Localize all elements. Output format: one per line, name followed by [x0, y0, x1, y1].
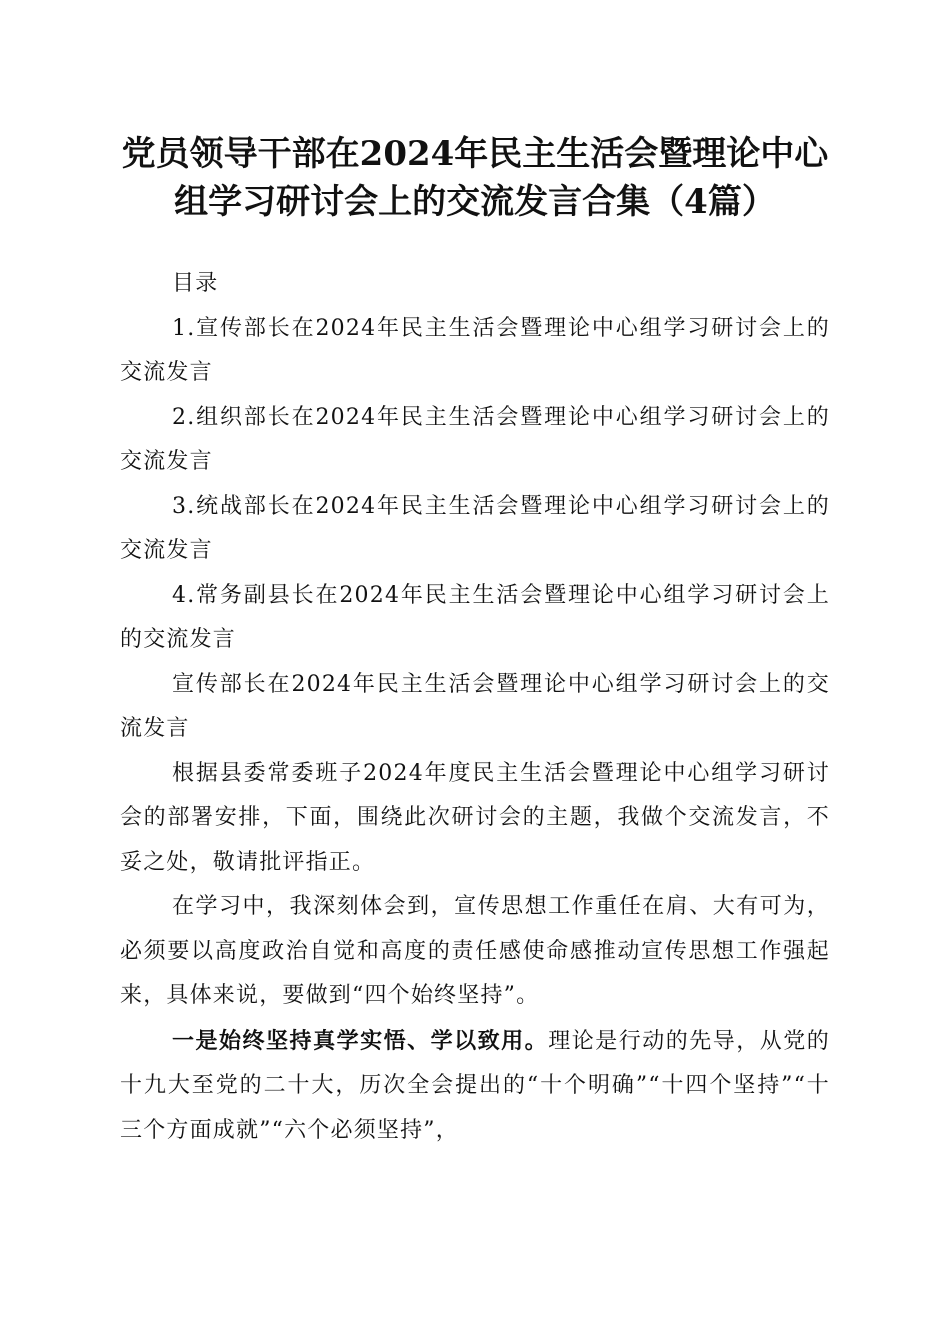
toc-item-2: 2.组织部长在2024年民主生活会暨理论中心组学习研讨会上的交流发言	[120, 404, 830, 474]
toc-item-4: 4.常务副县长在2024年民主生活会暨理论中心组学习研讨会上的交流发言	[120, 582, 830, 652]
toc-item-1: 1.宣传部长在2024年民主生活会暨理论中心组学习研讨会上的交流发言	[120, 315, 830, 385]
toc-item-3: 3.统战部长在2024年民主生活会暨理论中心组学习研讨会上的交流发言	[120, 493, 830, 563]
body-paragraph-1: 根据县委常委班子2024年度民主生活会暨理论中心组学习研讨会的部署安排，下面，围绕此次研讨会的主题，我做个交流发言，不妥之处，敬请批评指正。	[120, 760, 830, 875]
document-body	[120, 262, 830, 1153]
body-paragraph-3	[120, 1019, 830, 1154]
toc-heading: 目录	[172, 271, 219, 296]
section-title: 宣传部长在2024年民主生活会暨理论中心组学习研讨会上的交流发言	[120, 671, 830, 741]
body-paragraph-2: 在学习中，我深刻体会到，宣传思想工作重任在肩、大有可为，必须要以高度政治自觉和高度的责任感使命感推动宣传思想工作强起来，具体来说，要做到“四个始终坚持”。	[120, 894, 830, 1008]
paragraph-continuation: 理论是行动的先导，从党的十九大至党的二十大，历次全会提出的“十个明确”“十四个坚持”“十三个方面成就”“六个必须坚持”，	[120, 1028, 831, 1143]
document-title: 党员领导干部在2024年民主生活会暨理论中心组学习研讨会上的交流发言合集（4篇）	[121, 134, 829, 222]
paragraph-lead-sentence: 一是始终坚持真学实悟、学以致用。	[172, 1027, 549, 1054]
